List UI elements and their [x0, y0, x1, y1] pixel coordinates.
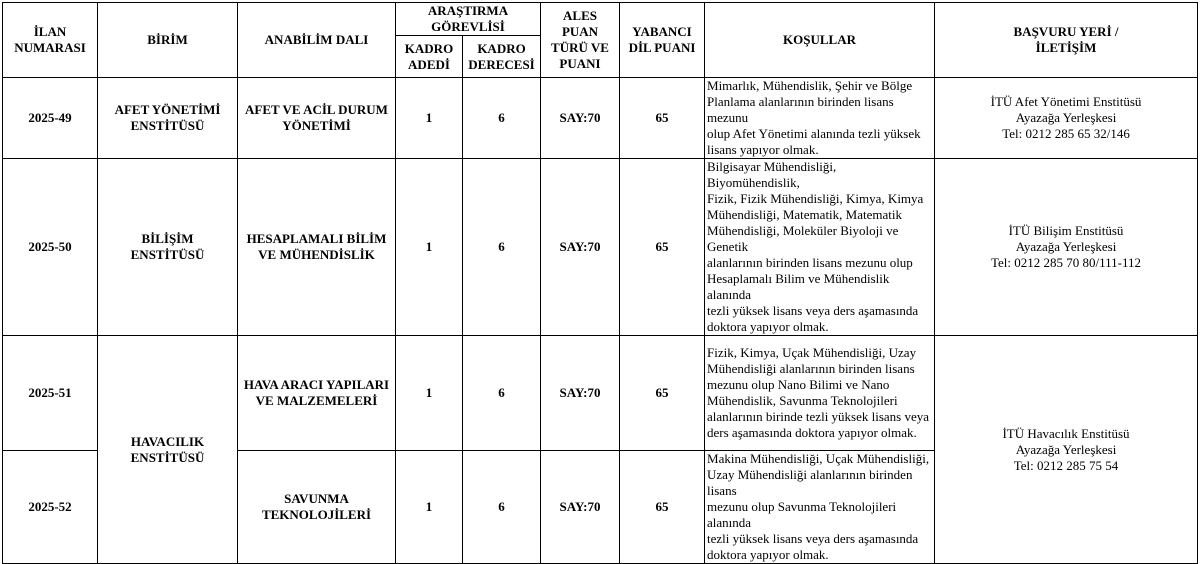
kadro-derecesi-cell: 6 — [463, 336, 541, 451]
birim-cell: AFET YÖNETİMİ ENSTİTÜSÜ — [98, 78, 238, 159]
kadro-adedi-cell: 1 — [396, 159, 463, 336]
header-birim: BİRİM — [98, 3, 238, 78]
header-basvuru: BAŞVURU YERİ / İLETİŞİM — [935, 3, 1198, 78]
announcement-table — [2, 2, 1198, 564]
header-arastirma-gorevlisi: ARAŞTIRMA GÖREVLİSİ — [396, 3, 541, 36]
kosullar-cell: Fizik, Kimya, Uçak Mühendisliği, Uzay Mühendisliği alanlarının birinden lisans mezunu olup Nano Bilimi ve Nano Mühendislik, Savunma Teknolojileri alanlarının birinde tezli yüksek lisans veya ders aşamasında doktora yapıyor olmak. — [705, 336, 935, 451]
header-yabanci-dil: YABANCI DİL PUANI — [620, 3, 705, 78]
anabilim-cell: AFET VE ACİL DURUM YÖNETİMİ — [238, 78, 396, 159]
header-kadro-adedi: KADRO ADEDİ — [396, 36, 463, 78]
kosullar-cell: Makina Mühendisliği, Uçak Mühendisliği, Uzay Mühendisliği alanlarının birinden lisans mezunu olup Savunma Teknolojileri alanında tezli yüksek lisans veya ders aşamasında doktora yapıyor olmak. — [705, 451, 935, 564]
birim-cell: HAVACILIK ENSTİTÜSÜ — [98, 336, 238, 564]
ales-cell: SAY:70 — [541, 159, 620, 336]
basvuru-cell: İTÜ Afet Yönetimi Enstitüsü Ayazağa Yerleşkesi Tel: 0212 285 65 32/146 — [935, 78, 1198, 159]
ilan-number: 2025-50 — [3, 159, 98, 336]
ilan-number: 2025-52 — [3, 451, 98, 564]
anabilim-cell: HAVA ARACI YAPILARI VE MALZEMELERİ — [238, 336, 396, 451]
ilan-number: 2025-49 — [3, 78, 98, 159]
table-row — [3, 159, 1198, 336]
header-anabilim-dali: ANABİLİM DALI — [238, 3, 396, 78]
header-ilan-numarasi: İLAN NUMARASI — [3, 3, 98, 78]
kadro-adedi-cell: 1 — [396, 78, 463, 159]
basvuru-cell: İTÜ Havacılık Enstitüsü Ayazağa Yerleşkesi Tel: 0212 285 75 54 — [935, 336, 1198, 564]
header-kosullar: KOŞULLAR — [705, 3, 935, 78]
ilan-number: 2025-51 — [3, 336, 98, 451]
kosullar-cell: Mimarlık, Mühendislik, Şehir ve Bölge Planlama alanlarının birinden lisans mezunu olup Afet Yönetimi alanında tezli yüksek lisans yapıyor olmak. — [705, 78, 935, 159]
header-kadro-derecesi: KADRO DERECESİ — [463, 36, 541, 78]
yabanci-dil-cell: 65 — [620, 336, 705, 451]
basvuru-cell: İTÜ Bilişim Enstitüsü Ayazağa Yerleşkesi Tel: 0212 285 70 80/111-112 — [935, 159, 1198, 336]
kadro-derecesi-cell: 6 — [463, 159, 541, 336]
kadro-adedi-cell: 1 — [396, 451, 463, 564]
anabilim-cell: HESAPLAMALI BİLİM VE MÜHENDİSLİK — [238, 159, 396, 336]
ales-cell: SAY:70 — [541, 78, 620, 159]
table-row — [3, 78, 1198, 159]
kosullar-cell: Bilgisayar Mühendisliği, Biyomühendislik, Fizik, Fizik Mühendisliği, Kimya, Kimya Mühendisliği, Matematik, Matematik Mühendisliği, Moleküler Biyoloji ve Genetik alanlarının birinden lisans mezunu olup Hesaplamalı Bilim ve Mühendislik alanında tezli yüksek lisans veya ders aşamasında doktora yapıyor olmak. — [705, 159, 935, 336]
table-row — [3, 336, 1198, 451]
anabilim-cell: SAVUNMA TEKNOLOJİLERİ — [238, 451, 396, 564]
kadro-derecesi-cell: 6 — [463, 78, 541, 159]
header-ales: ALES PUAN TÜRÜ VE PUANI — [541, 3, 620, 78]
yabanci-dil-cell: 65 — [620, 159, 705, 336]
yabanci-dil-cell: 65 — [620, 451, 705, 564]
ales-cell: SAY:70 — [541, 451, 620, 564]
yabanci-dil-cell: 65 — [620, 78, 705, 159]
kadro-derecesi-cell: 6 — [463, 451, 541, 564]
ales-cell: SAY:70 — [541, 336, 620, 451]
kadro-adedi-cell: 1 — [396, 336, 463, 451]
birim-cell: BİLİŞİM ENSTİTÜSÜ — [98, 159, 238, 336]
